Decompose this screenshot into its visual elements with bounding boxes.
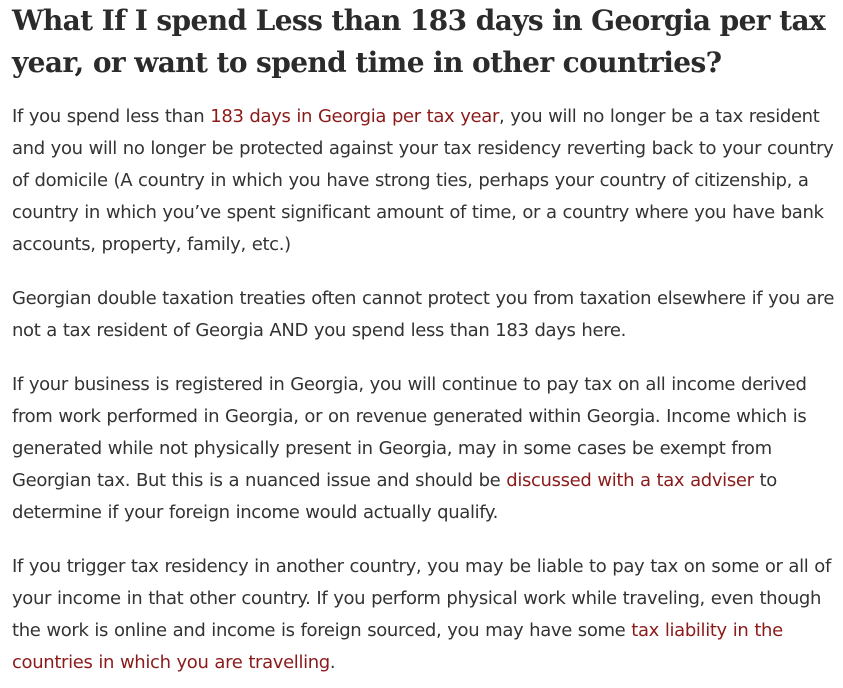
paragraph-double-taxation: Georgian double taxation treaties often cannot protect you from taxation elsewhere if you are not a tax resident of Georgia AND you spend less than 183 days here.	[12, 288, 835, 341]
paragraph-residency-loss	[12, 101, 838, 261]
link-183-days[interactable]: 183 days in Georgia per tax year	[210, 106, 499, 127]
paragraph-text: If your business is registered in Georgia, you will continue to pay tax on all income derived from work performed in Georgia, or on revenue generated within Georgia. Income which is generated while not physically present in Georgia, may in some cases be exempt from Georgian tax. But this is a nuanced issue and should be	[12, 374, 807, 491]
link-tax-adviser[interactable]: discussed with a tax adviser	[506, 470, 754, 491]
paragraph-business-registered	[12, 369, 838, 529]
link-tax-liability-travelling[interactable]: tax liability in the countries in which you are travelling	[12, 620, 783, 673]
paragraph-other-country-residency	[12, 551, 838, 679]
paragraph-text: .	[329, 652, 336, 673]
article-body	[12, 0, 838, 673]
section-heading: What If I spend Less than 183 days in Georgia per tax year, or want to spend time in other countries?	[12, 4, 826, 79]
paragraph-text: , you will no longer be a tax resident and you will no longer be protected against your tax residency reverting back to your country of domicile (A country in which you have strong ties, perhaps your country of citizenship, a country in which you’ve spent significant amount of time, or a country where you have bank accounts, property, family, etc.)	[12, 106, 834, 255]
paragraph-text: If you trigger tax residency in another country, you may be liable to pay tax on some or all of your income in that other country. If you perform physical work while traveling, even though the work is online and income is foreign sourced, you may have some	[12, 556, 831, 641]
paragraph-text: If you spend less than	[12, 106, 211, 127]
paragraph-text: to determine if your foreign income would actually qualify.	[12, 470, 777, 523]
